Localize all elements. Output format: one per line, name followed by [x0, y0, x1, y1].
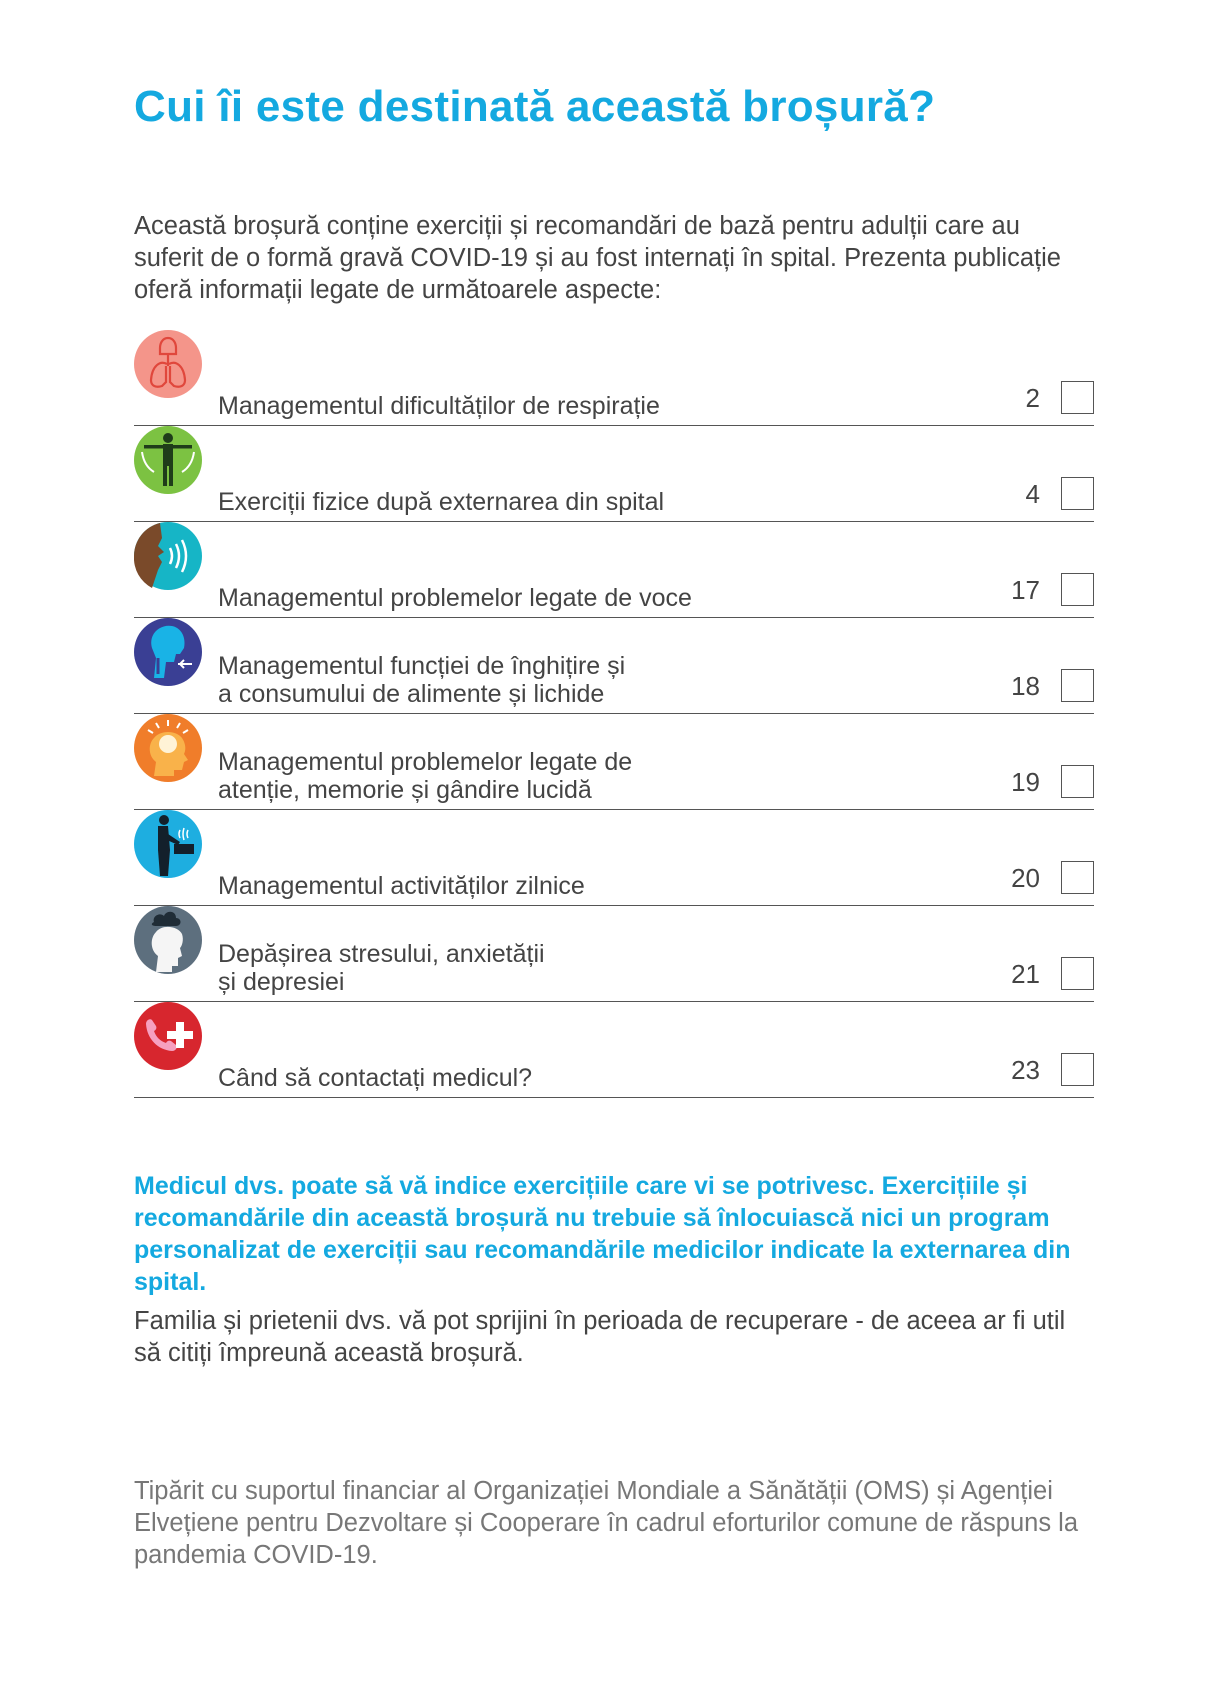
toc-label: Managementul funcției de înghițire și a consumului de alimente și lichide: [218, 652, 626, 708]
toc-label: Depășirea stresului, anxietății și depresiei: [218, 940, 545, 996]
page-title: Cui îi este destinată această broșură?: [134, 82, 936, 131]
toc-item-daily-activities: [134, 810, 1094, 906]
intro-paragraph: Această broșură conține exerciții și recomandări de bază pentru adulții care au suferit de o formă gravă COVID-19 și au fost internați în spital. Prezenta publicație oferă informații legate de următoarele aspecte:: [134, 212, 1061, 304]
page-number: 2: [1025, 383, 1040, 413]
checkbox[interactable]: [1061, 477, 1094, 510]
page-number: 18: [1011, 671, 1040, 701]
toc-label: Managementul dificultăților de respirație: [218, 392, 660, 420]
page-number: 17: [1011, 575, 1040, 605]
checkbox[interactable]: [1061, 669, 1094, 702]
toc-item-voice: [134, 522, 1094, 618]
swallowing-icon: [134, 618, 202, 686]
toc-item-cognition: [134, 714, 1094, 810]
toc-label: Managementul activităților zilnice: [218, 872, 585, 900]
doctor-note: Medicul dvs. poate să vă indice exercițiile care vi se potrivesc. Exercițiile și recomandările din această broșură nu trebuie să înlocuiască nici un program personalizat de exerciții sau recomandările medicilor indicate la externarea din spital.: [134, 1172, 1071, 1296]
checkbox[interactable]: [1061, 861, 1094, 894]
toc-item-contact-doctor: [134, 1002, 1094, 1098]
toc-label: Exerciții fizice după externarea din spital: [218, 488, 665, 516]
toc-item-swallowing: [134, 618, 1094, 714]
toc-label: Managementul problemelor legate de atenție, memorie și gândire lucidă: [218, 748, 633, 804]
toc-item-exercise: [134, 426, 1094, 522]
lungs-icon: [134, 330, 202, 398]
toc-item-stress: [134, 906, 1094, 1002]
daily-activity-icon: [134, 810, 202, 878]
exercise-person-icon: [134, 426, 202, 494]
funding-footer: Tipărit cu suportul financiar al Organizației Mondiale a Sănătății (OMS) și Agenției Elvețiene pentru Dezvoltare și Cooperare în cadrul eforturilor comune de răspuns la pandemia COVID-19.: [134, 1477, 1078, 1569]
page-number: 21: [1011, 959, 1040, 989]
contents-list: [134, 330, 1094, 1098]
checkbox[interactable]: [1061, 957, 1094, 990]
stress-cloud-icon: [134, 906, 202, 974]
checkbox[interactable]: [1061, 1053, 1094, 1086]
checkbox[interactable]: [1061, 573, 1094, 606]
phone-medical-icon: [134, 1002, 202, 1070]
divider: [134, 1097, 1094, 1098]
toc-label: Când să contactați medicul?: [218, 1064, 533, 1092]
checkbox[interactable]: [1061, 765, 1094, 798]
toc-item-breathing: [134, 330, 1094, 426]
page-number: 20: [1011, 863, 1040, 893]
voice-icon: [134, 522, 202, 590]
family-paragraph: Familia și prietenii dvs. vă pot sprijini în perioada de recuperare - de aceea ar fi util să citiți împreună această broșură.: [134, 1307, 1066, 1367]
toc-label: Managementul problemelor legate de voce: [218, 584, 692, 612]
page-number: 4: [1025, 479, 1040, 509]
page-number: 23: [1011, 1055, 1040, 1085]
page-number: 19: [1011, 767, 1040, 797]
brain-head-icon: [134, 714, 202, 782]
checkbox[interactable]: [1061, 381, 1094, 414]
